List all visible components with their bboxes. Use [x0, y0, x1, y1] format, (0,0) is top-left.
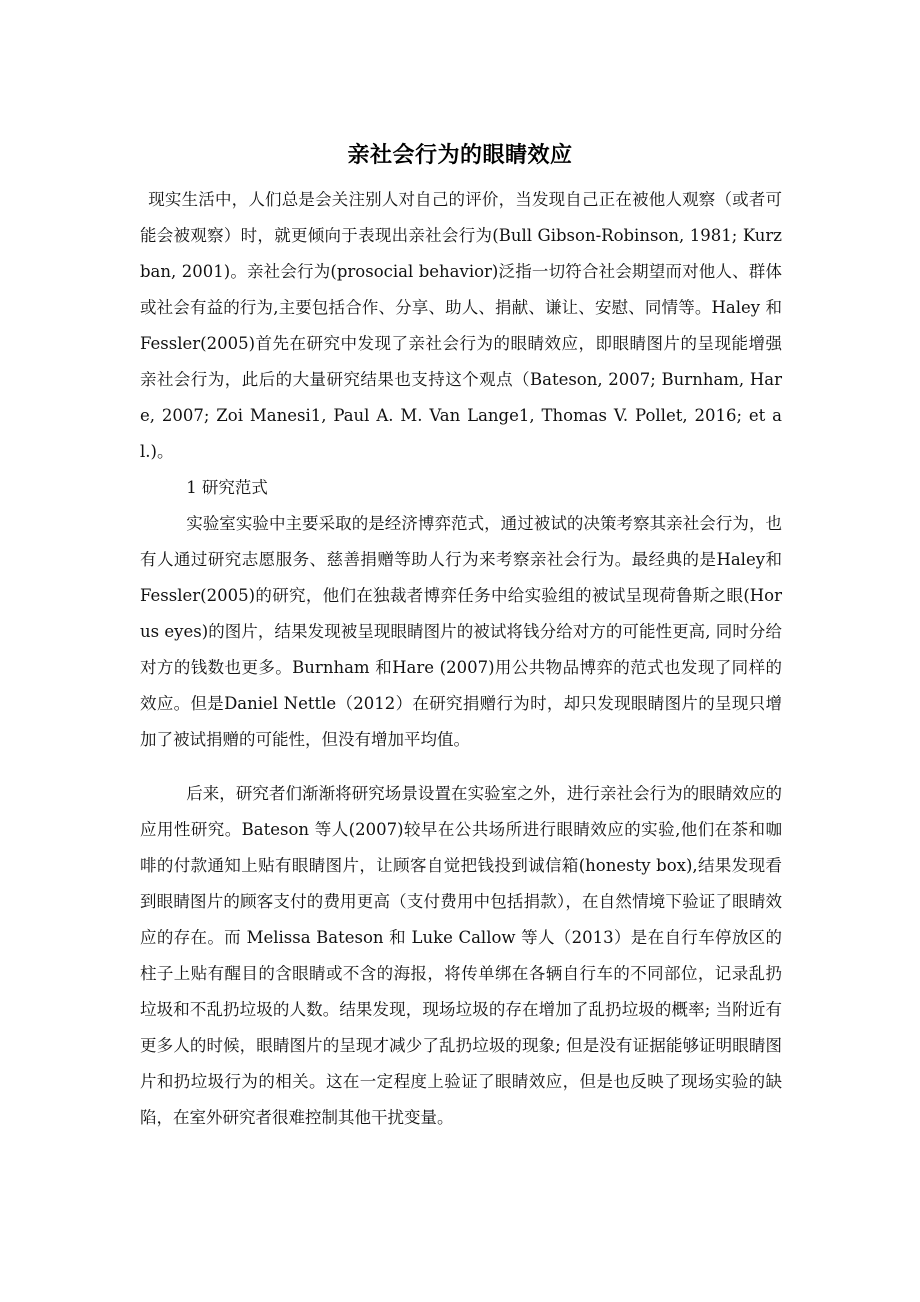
paragraph-field-studies: 后来，研究者们渐渐将研究场景设置在实验室之外，进行亲社会行为的眼睛效应的应用性研究。Bateson 等人(2007)较早在公共场所进行眼睛效应的实验,他们在茶和咖啡的付款通知上贴有眼睛图片，让顾客自觉把钱投到诚信箱(honesty box),结果发现看到眼睛图片的顾客支付的费用更高（支付费用中包括捐款），在自然情境下验证了眼睛效应的存在。而 Melissa Bateson 和 Luke Callow 等人（2013）是在自行车停放区的柱子上贴有醒目的含眼睛或不含的海报，将传单绑在各辆自行车的不同部位，记录乱扔垃圾和不乱扔垃圾的人数。结果发现，现场垃圾的存在增加了乱扔垃圾的概率; 当附近有更多人的时候，眼睛图片的呈现才减少了乱扔垃圾的现象; 但是没有证据能够证明眼睛图片和扔垃圾行为的相关。这在一定程度上验证了眼睛效应，但是也反映了现场实验的缺陷，在室外研究者很难控制其他干扰变量。: [140, 784, 782, 1127]
document-title: 亲社会行为的眼睛效应: [347, 143, 573, 168]
document-body: [140, 182, 782, 1136]
section-heading: 1 研究范式: [186, 478, 268, 497]
paragraph-intro: 现实生活中，人们总是会关注别人对自己的评价，当发现自己正在被他人观察（或者可能会被观察）时，就更倾向于表现出亲社会行为(Bull Gibson-Robinson, 1981; Kurzban, 2001)。亲社会行为(prosocial behavior)泛指一切符合社会期望而对他人、群体或社会有益的行为,主要包括合作、分享、助人、捐献、谦让、安慰、同情等。Haley 和 Fessler(2005)首先在研究中发现了亲社会行为的眼睛效应，即眼睛图片的呈现能增强亲社会行为，此后的大量研究结果也支持这个观点（Bateson, 2007; Burnham, Hare, 2007; Zoi Manesi1, Paul A. M. Van Lange1, Thomas V. Pollet, 2016; et al.)。: [140, 190, 782, 461]
paragraph-paradigm: 实验室实验中主要采取的是经济博弈范式，通过被试的决策考察其亲社会行为，也有人通过研究志愿服务、慈善捐赠等助人行为来考察亲社会行为。最经典的是Haley和 Fessler(2005)的研究，他们在独裁者博弈任务中给实验组的被试呈现荷鲁斯之眼(Horus eyes)的图片，结果发现被呈现眼睛图片的被试将钱分给对方的可能性更高, 同时分给对方的钱数也更多。Burnham 和Hare (2007)用公共物品博弈的范式也发现了同样的效应。但是Daniel Nettle（2012）在研究捐赠行为时，却只发现眼睛图片的呈现只增加了被试捐赠的可能性，但没有增加平均值。: [140, 514, 782, 749]
